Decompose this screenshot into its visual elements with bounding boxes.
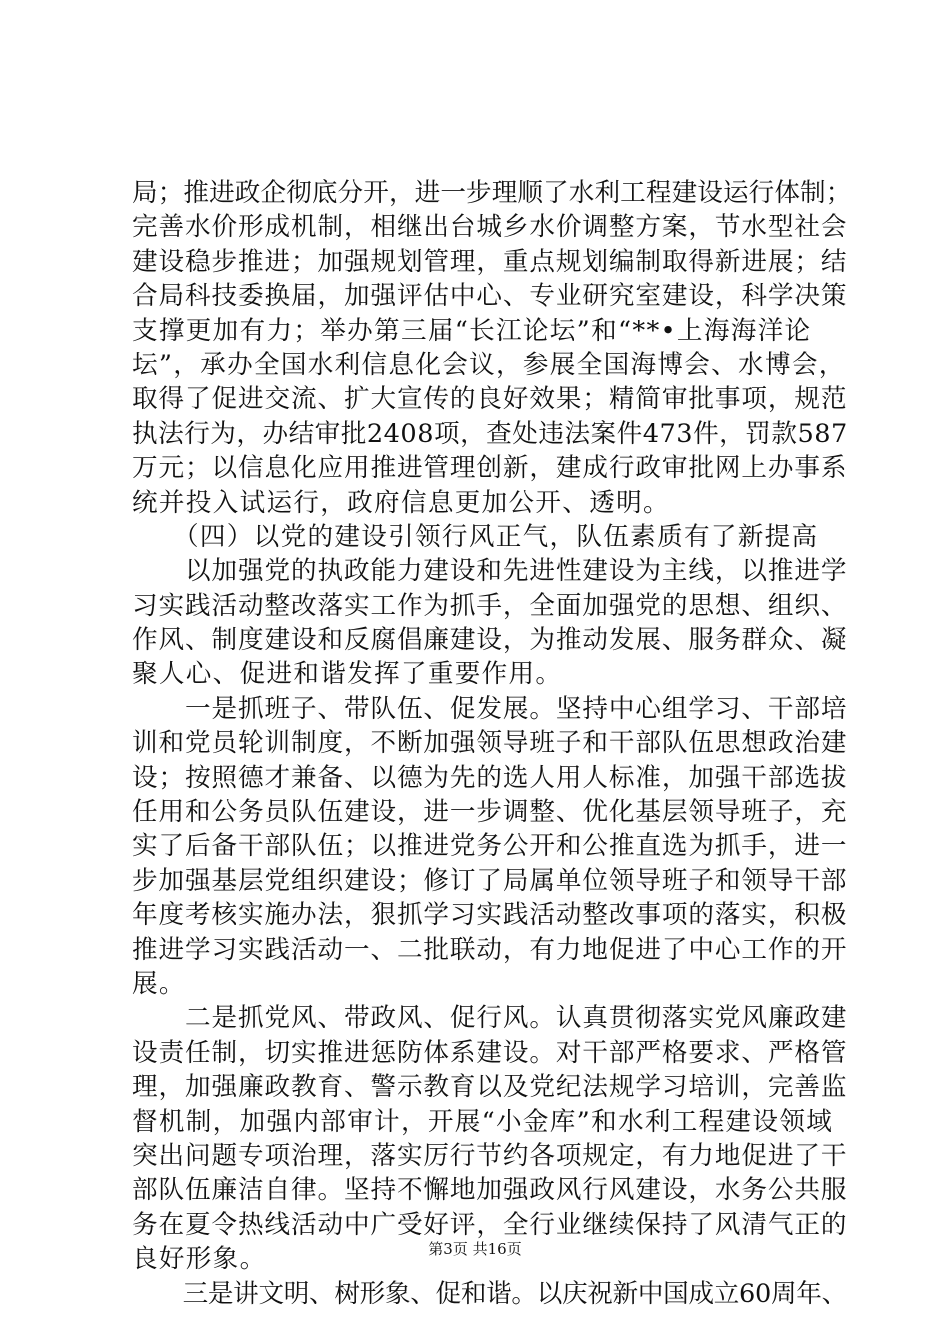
body-text [132,176,852,1311]
text-line: 步加强基层党组织建设；修订了局属单位领导班子和领导干部 [132,865,848,896]
text-line: 二是抓党风、带政风、促行风。认真贯彻落实党风廉政建 [132,1003,848,1034]
text-line: 习实践活动整改落实工作为抓手，全面加强党的思想、组织、 [132,590,848,621]
text-line: 三是讲文明、树形象、促和谐。以庆祝新中国成立60周年、 [132,1278,847,1309]
page-footer: 第3页 共16页 [428,1240,522,1258]
text-line: 务在夏令热线活动中广受好评，全行业继续保持了风清气正的 [132,1209,848,1240]
text-line: 督机制，加强内部审计，开展“小金库”和水利工程建设领域 [132,1106,834,1137]
text-line: 局；推进政企彻底分开，进一步理顺了水利工程建设运行体制； [132,178,852,208]
text-line: 取得了促进交流、扩大宣传的良好效果；精简审批事项，规范 [132,384,848,415]
text-line: 合局科技委换届，加强评估中心、专业研究室建设，科学决策 [132,281,848,312]
text-line: 以加强党的执政能力建设和先进性建设为主线，以推进学 [132,556,848,587]
text-line: （四）以党的建设引领行风正气，队伍素质有了新提高 [132,521,819,552]
text-line: 良好形象。 [132,1244,267,1275]
text-line: 统并投入试运行，政府信息更加公开、透明。 [132,487,670,518]
text-line: 坛”，承办全国水利信息化会议，参展全国海博会、水博会， [132,349,846,380]
text-line: 作风、制度建设和反腐倡廉建设，为推动发展、服务群众、凝 [132,625,848,656]
text-line: 设；按照德才兼备、以德为先的选人用人标准，加强干部选拔 [132,762,848,793]
text-line: 展。 [132,968,186,999]
text-line: 支撑更加有力；举办第三届“长江论坛”和“**•上海海洋论 [132,315,812,346]
text-line: 实了后备干部队伍；以推进党务公开和公推直选为抓手，进一 [132,831,848,862]
text-line: 设责任制，切实推进惩防体系建设。对干部严格要求、严格管 [132,1037,848,1068]
text-line: 建设稳步推进；加强规划管理，重点规划编制取得新进展；结 [132,246,848,277]
text-line: 推进学习实践活动一、二批联动，有力地促进了中心工作的开 [132,934,848,965]
text-line: 理，加强廉政教育、警示教育以及党纪法规学习培训，完善监 [132,1072,848,1103]
text-line: 一是抓班子、带队伍、促发展。坚持中心组学习、干部培 [132,693,848,724]
text-line: 聚人心、促进和谐发挥了重要作用。 [132,659,563,690]
text-line: 突出问题专项治理，落实厉行节约各项规定，有力地促进了干 [132,1140,848,1171]
text-line: 执法行为，办结审批2408项，查处违法案件473件，罚款587 [132,418,848,449]
text-line: 万元；以信息化应用推进管理创新，建成行政审批网上办事系 [132,453,848,484]
text-line: 部队伍廉洁自律。坚持不懈地加强政风行风建设，水务公共服 [132,1175,848,1206]
text-line: 训和党员轮训制度，不断加强领导班子和干部队伍思想政治建 [132,728,848,759]
text-line: 完善水价形成机制，相继出台城乡水价调整方案，节水型社会 [132,212,848,243]
text-line: 任用和公务员队伍建设，进一步调整、优化基层领导班子，充 [132,797,848,828]
text-line: 年度考核实施办法，狠抓学习实践活动整改事项的落实，积极 [132,900,848,931]
